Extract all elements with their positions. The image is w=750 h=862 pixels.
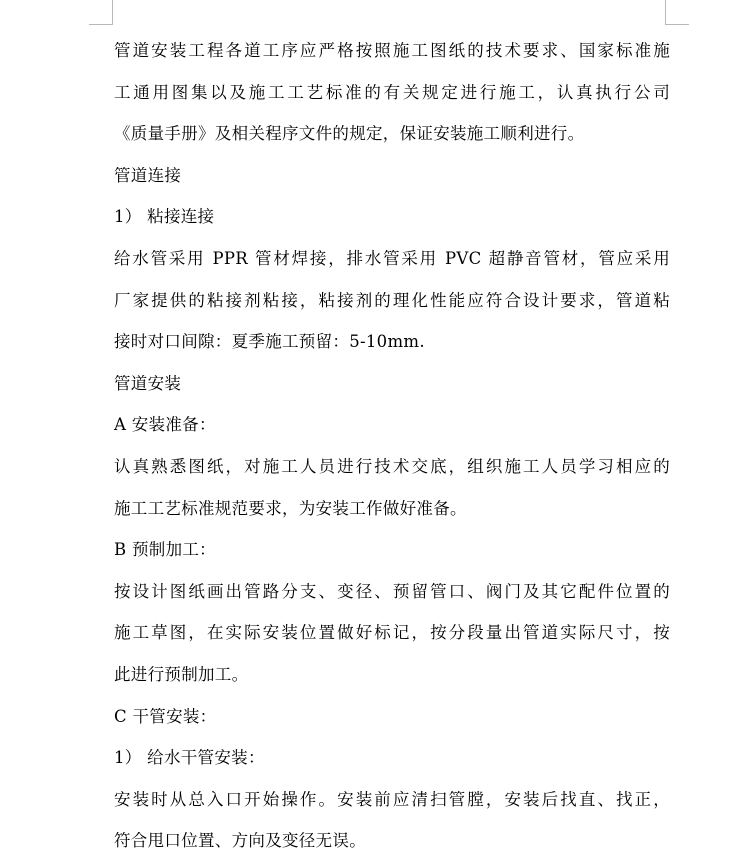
text-line: 1） 粘接连接 bbox=[114, 207, 215, 227]
text-line: 施工草图，在实际安装位置做好标记，按分段量出管道实际尺寸，按 bbox=[114, 623, 670, 643]
top-left-margin-mark bbox=[89, 24, 112, 25]
text-line: C 干管安装： bbox=[114, 706, 217, 726]
text-line: 管道连接 bbox=[114, 165, 182, 185]
text-line: 管道安装工程各道工序应严格按照施工图纸的技术要求、国家标准施 bbox=[114, 41, 670, 60]
text-line: 《质量手册》及相关程序文件的规定，保证安装施工顺利进行。 bbox=[114, 124, 585, 144]
text-line: 给水管采用 PPR 管材焊接，排水管采用 PVC 超静音管材，管应采用 bbox=[114, 248, 670, 268]
top-right-margin-mark bbox=[666, 24, 689, 25]
text-line: 安装时从总入口开始操作。安装前应清扫管膛，安装后找直、找正， bbox=[114, 789, 670, 809]
text-line: 按设计图纸画出管路分支、变径、预留管口、阀门及其它配件位置的 bbox=[114, 581, 670, 601]
text-line: A 安装准备： bbox=[114, 415, 216, 435]
text-line: 符合甩口位置、方向及变径无误。 bbox=[114, 831, 366, 851]
top-right-margin-mark-vertical bbox=[665, 0, 666, 25]
text-line: 认真熟悉图纸，对施工人员进行技术交底，组织施工人员学习相应的 bbox=[114, 456, 670, 476]
text-line: 此进行预制加工。 bbox=[114, 664, 249, 684]
text-line: B 预制加工： bbox=[114, 540, 216, 560]
text-line: 厂家提供的粘接剂粘接，粘接剂的理化性能应符合设计要求，管道粘 bbox=[114, 290, 670, 310]
text-line: 施工工艺标准规范要求，为安装工作做好准备。 bbox=[114, 498, 467, 518]
text-line: 接时对口间隙：夏季施工预留：5-10mm. bbox=[114, 332, 425, 352]
top-left-margin-mark-vertical bbox=[112, 0, 113, 25]
text-line: 工通用图集以及施工工艺标准的有关规定进行施工，认真执行公司 bbox=[114, 82, 670, 102]
text-line: 1） 给水干管安装： bbox=[114, 748, 265, 768]
text-line: 管道安装 bbox=[114, 373, 182, 393]
document-body[interactable] bbox=[114, 30, 670, 862]
